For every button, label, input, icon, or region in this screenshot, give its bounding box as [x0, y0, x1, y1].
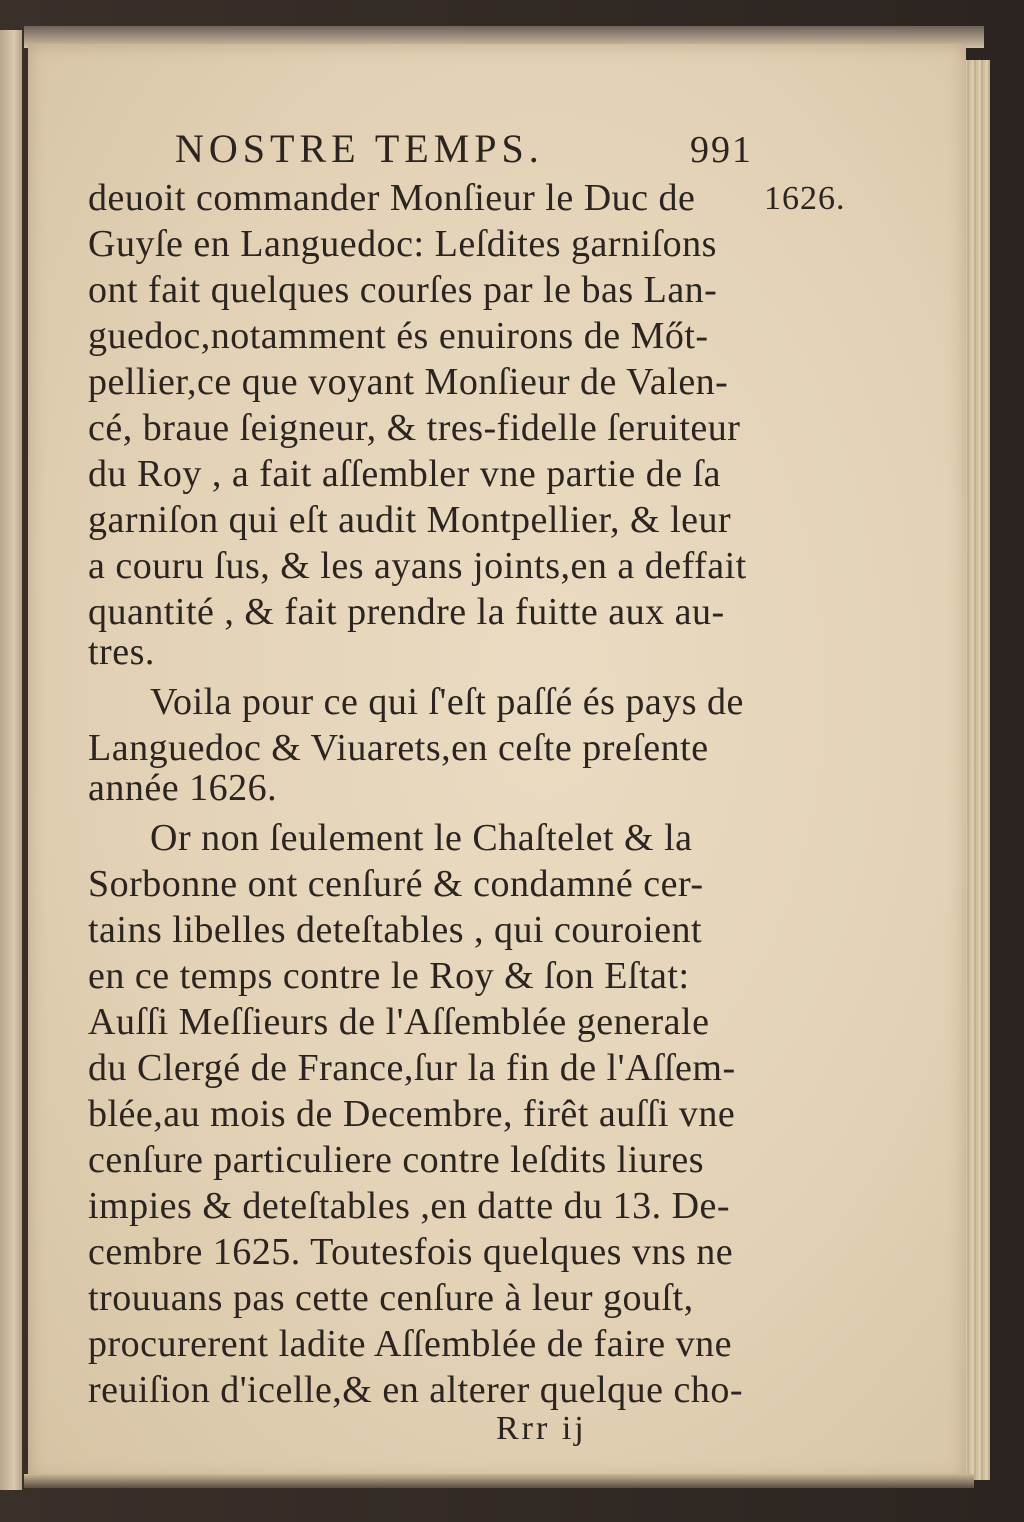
text-line: impies & deteſtables ,en datte du 13. De- [88, 1185, 731, 1227]
page-number: 991 [690, 129, 753, 171]
running-head: NOSTRE TEMPS. [175, 126, 544, 171]
text-line: cembre 1625. Toutesfois quelques vns ne [88, 1231, 734, 1273]
text-line: tains libelles deteſtables , qui couroient [88, 909, 703, 951]
signature-mark: Rrr ij [496, 1410, 587, 1447]
text-line: Or non ſeulement le Chaſtelet & la [150, 817, 693, 859]
text-line: reuiſion d'icelle,& en alterer quelque cho- [88, 1369, 744, 1411]
text-line: Guyſe en Languedoc: Leſdites garniſons [88, 223, 717, 265]
text-line: guedoc,notamment és enuirons de Mőt- [88, 315, 709, 357]
text-line: a couru ſus, & les ayans joints,en a deffait [88, 545, 747, 587]
bottom-page-edge [24, 1474, 974, 1488]
text-line: blée,au mois de Decembre, firêt auſſi vne [88, 1093, 736, 1135]
text-line: tres. [88, 631, 155, 673]
text-line: cenſure particuliere contre leſdits liures [88, 1139, 705, 1181]
text-line: Sorbonne ont cenſuré & condamné cer- [88, 863, 704, 905]
text-line: année 1626. [88, 767, 278, 809]
text-line: quantité , & fait prendre la fuitte aux au- [88, 591, 725, 633]
text-line: Auſſi Meſſieurs de l'Aſſemblée generale [88, 1001, 710, 1043]
text-line: trouuans pas cette cenſure à leur gouſt, [88, 1277, 694, 1319]
text-line: pellier,ce que voyant Monſieur de Valen- [88, 361, 729, 403]
text-line: garniſon qui eſt audit Montpellier, & leur [88, 499, 732, 541]
text-line: du Roy , a fait aſſembler vne partie de ſa [88, 453, 721, 495]
facing-page-edge [0, 30, 24, 1490]
text-line: Languedoc & Viuarets,en ceſte preſente [88, 727, 709, 769]
margin-date-note: 1626. [764, 180, 846, 217]
text-line: procurerent ladite Aſſemblée de faire vne [88, 1323, 733, 1365]
text-line: deuoit commander Monſieur le Duc de [88, 177, 696, 219]
text-line: ont fait quelques courſes par le bas Lan- [88, 269, 718, 311]
text-line: du Clergé de France,ſur la fin de l'Aſſem- [88, 1047, 736, 1089]
text-line: en ce temps contre le Roy & ſon Eſtat: [88, 955, 690, 997]
text-line: Voila pour ce qui ſ'eſt paſſé és pays de [150, 681, 744, 723]
text-line: cé, braue ſeigneur, & tres-fidelle ſeruiteur [88, 407, 741, 449]
